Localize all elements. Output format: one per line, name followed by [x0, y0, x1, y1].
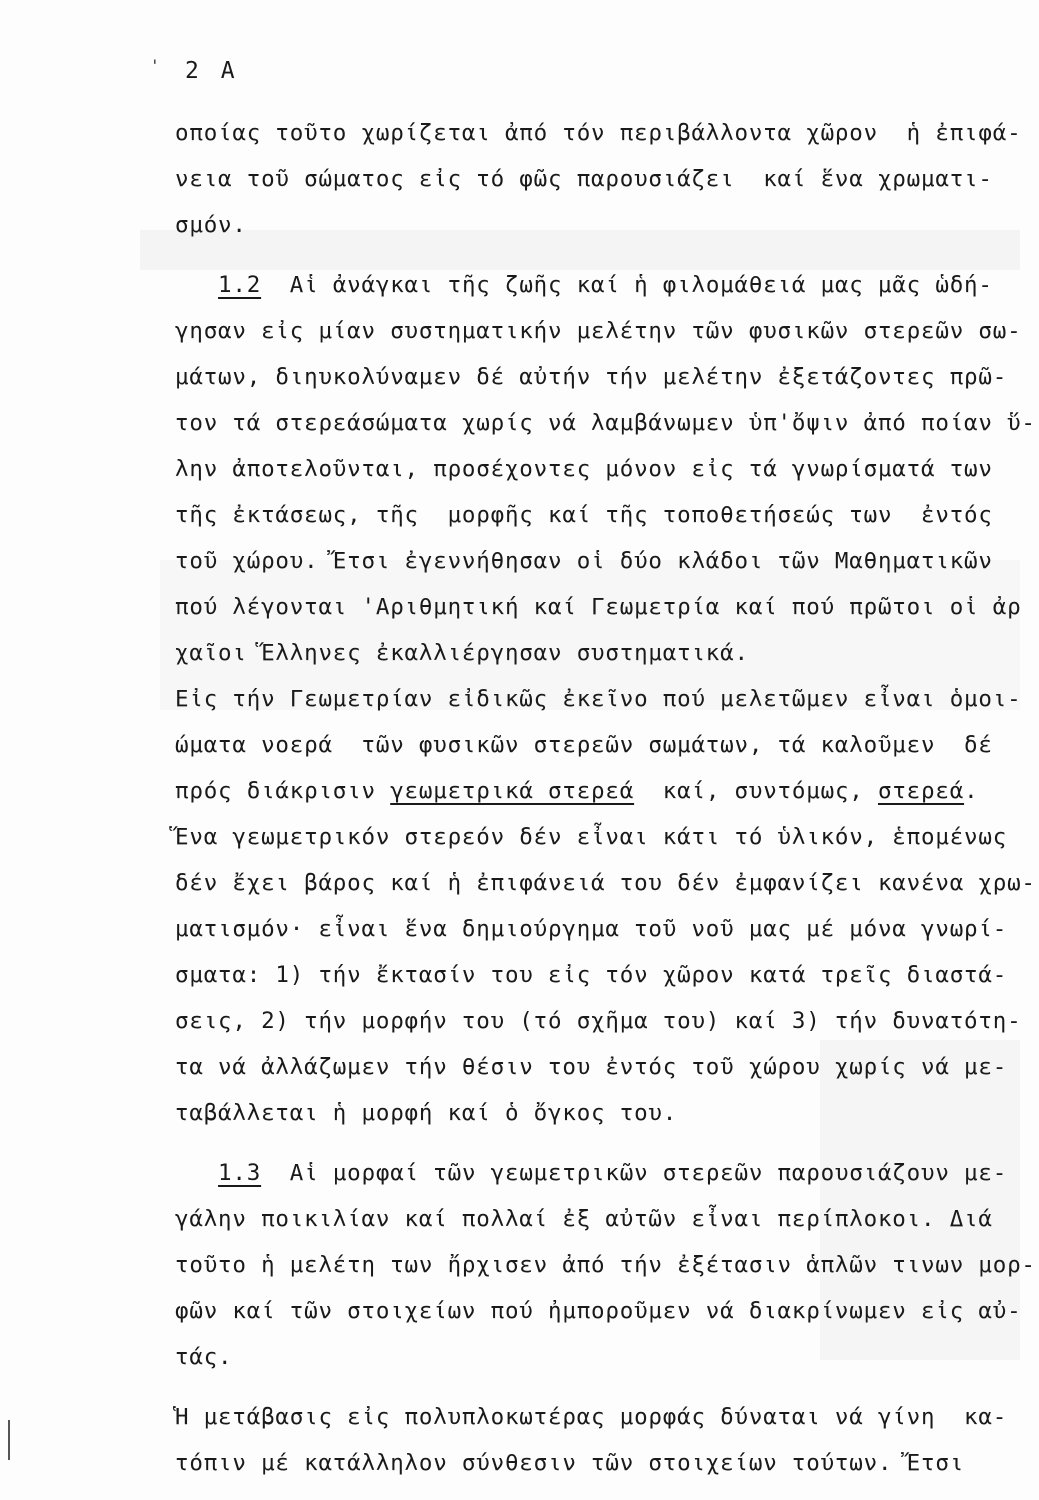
text-line: τάς. — [175, 1344, 233, 1370]
text-line: δέν ἔχει βάρος καί ἡ ἐπιφάνειά του δέν ἐμφανίζει κανένα χρω- — [175, 870, 1036, 896]
text-line: σεις, 2) τήν μορφήν του (τό σχῆμα του) καί 3) τήν δυνατότη- — [175, 1008, 1022, 1034]
text-line-rest: Αἱ ἀνάγκαι τῆς ζωῆς καί ἡ φιλομάθειά μας μᾶς ὡδή- — [261, 272, 993, 298]
text-line: τόπιν μέ κατάλληλον σύνθεσιν τῶν στοιχείων τούτων. Ἔτσι — [175, 1450, 965, 1476]
section-number-1-3: 1.3 — [218, 1160, 262, 1186]
underlined-term: γεωμετρικά στερεά — [390, 778, 635, 804]
text-line: τον τά στερεάσώματα χωρίς νά λαμβάνωμεν ὑπ'ὄψιν ἀπό ποίαν ὕ- — [175, 410, 1036, 436]
text-line: ταβάλλεται ἡ μορφή καί ὁ ὄγκος του. — [175, 1100, 678, 1126]
text-line-section-1-3 — [175, 1150, 1035, 1196]
text-line-rest: Αἱ μορφαί τῶν γεωμετρικῶν στερεῶν παρουσιάζουν με- — [261, 1160, 1008, 1186]
section-number-1-2: 1.2 — [218, 272, 262, 298]
body-text — [175, 110, 1035, 1486]
text-line: φῶν καί τῶν στοιχείων πού ἠμποροῦμεν νά διακρίνωμεν εἰς αὐ- — [175, 1298, 1022, 1324]
text-line: τοῦτο ἡ μελέτη των ἤρχισεν ἀπό τήν ἐξέτασιν ἁπλῶν τινων μορ- — [175, 1252, 1036, 1278]
page-mark: ' — [150, 56, 160, 75]
paragraph-gap — [175, 1380, 1035, 1394]
text-line: σματα: 1) τήν ἔκτασίν του εἰς τόν χῶρον κατά τρεῖς διαστά- — [175, 962, 1008, 988]
text-line: ώματα νοερά τῶν φυσικῶν στερεῶν σωμάτων, τά καλοῦμεν δέ — [175, 732, 993, 758]
text-line: σμόν. — [175, 212, 247, 238]
text-line: οποίας τοῦτο χωρίζεται ἀπό τόν περιβάλλοντα χῶρον ἡ ἐπιφά- — [175, 120, 1022, 146]
paragraph-gap — [175, 248, 1035, 262]
text-line: τῆς ἐκτάσεως, τῆς μορφῆς καί τῆς τοποθετήσεώς των ἐντός — [175, 502, 993, 528]
text-line: τοῦ χώρου. Ἔτσι ἐγεννήθησαν οἱ δύο κλάδοι τῶν Μαθηματικῶν — [175, 548, 993, 574]
text-line: Ἕνα γεωμετρικόν στερεόν δέν εἶναι κάτι τό ὑλικόν, ἑπομένως — [175, 824, 1008, 850]
text-line-underlined-terms: πρός διάκρισιν γεωμετρικά στερεά καί, συντόμως, στερεά. — [175, 778, 979, 804]
page-number: 2 A — [185, 58, 239, 84]
text-line: νεια τοῦ σώματος εἰς τό φῶς παρουσιάζει καί ἕνα χρωματι- — [175, 166, 993, 192]
text-line-section-1-2 — [175, 262, 1035, 308]
text-line: μάτων, διηυκολύναμεν δέ αὐτήν τήν μελέτην ἐξετάζοντες πρῶ- — [175, 364, 1008, 390]
text-line: τα νά ἀλλάζωμεν τήν θέσιν του ἐντός τοῦ χώρου χωρίς νά με- — [175, 1054, 1008, 1080]
text-line: Ἡ μετάβασις εἰς πολυπλοκωτέρας μορφάς δύναται νά γίνη κα- — [175, 1404, 1008, 1430]
text-line: πού λέγονται 'Αριθμητική καί Γεωμετρία καί πού πρῶτοι οἱ ἀρ — [175, 594, 1022, 620]
paragraph-gap — [175, 1136, 1035, 1150]
text-line: χαῖοι Ἕλληνες ἐκαλλιέργησαν συστηματικά. — [175, 640, 749, 666]
text-line: λην ἀποτελοῦνται, προσέχοντες μόνον εἰς τά γνωρίσματά των — [175, 456, 993, 482]
text-line: Εἰς τήν Γεωμετρίαν εἰδικῶς ἐκεῖνο πού μελετῶμεν εἶναι ὁμοι- — [175, 686, 1022, 712]
text-line: γησαν εἰς μίαν συστηματικήν μελέτην τῶν φυσικῶν στερεῶν σω- — [175, 318, 1022, 344]
binding-mark — [8, 1420, 10, 1460]
text-line: ματισμόν· εἶναι ἕνα δημιούργημα τοῦ νοῦ μας μέ μόνα γνωρί- — [175, 916, 1008, 942]
underlined-term: στερεά — [877, 778, 965, 804]
text-line: γάλην ποικιλίαν καί πολλαί ἐξ αὐτῶν εἶναι περίπλοκοι. Διά — [175, 1206, 993, 1232]
